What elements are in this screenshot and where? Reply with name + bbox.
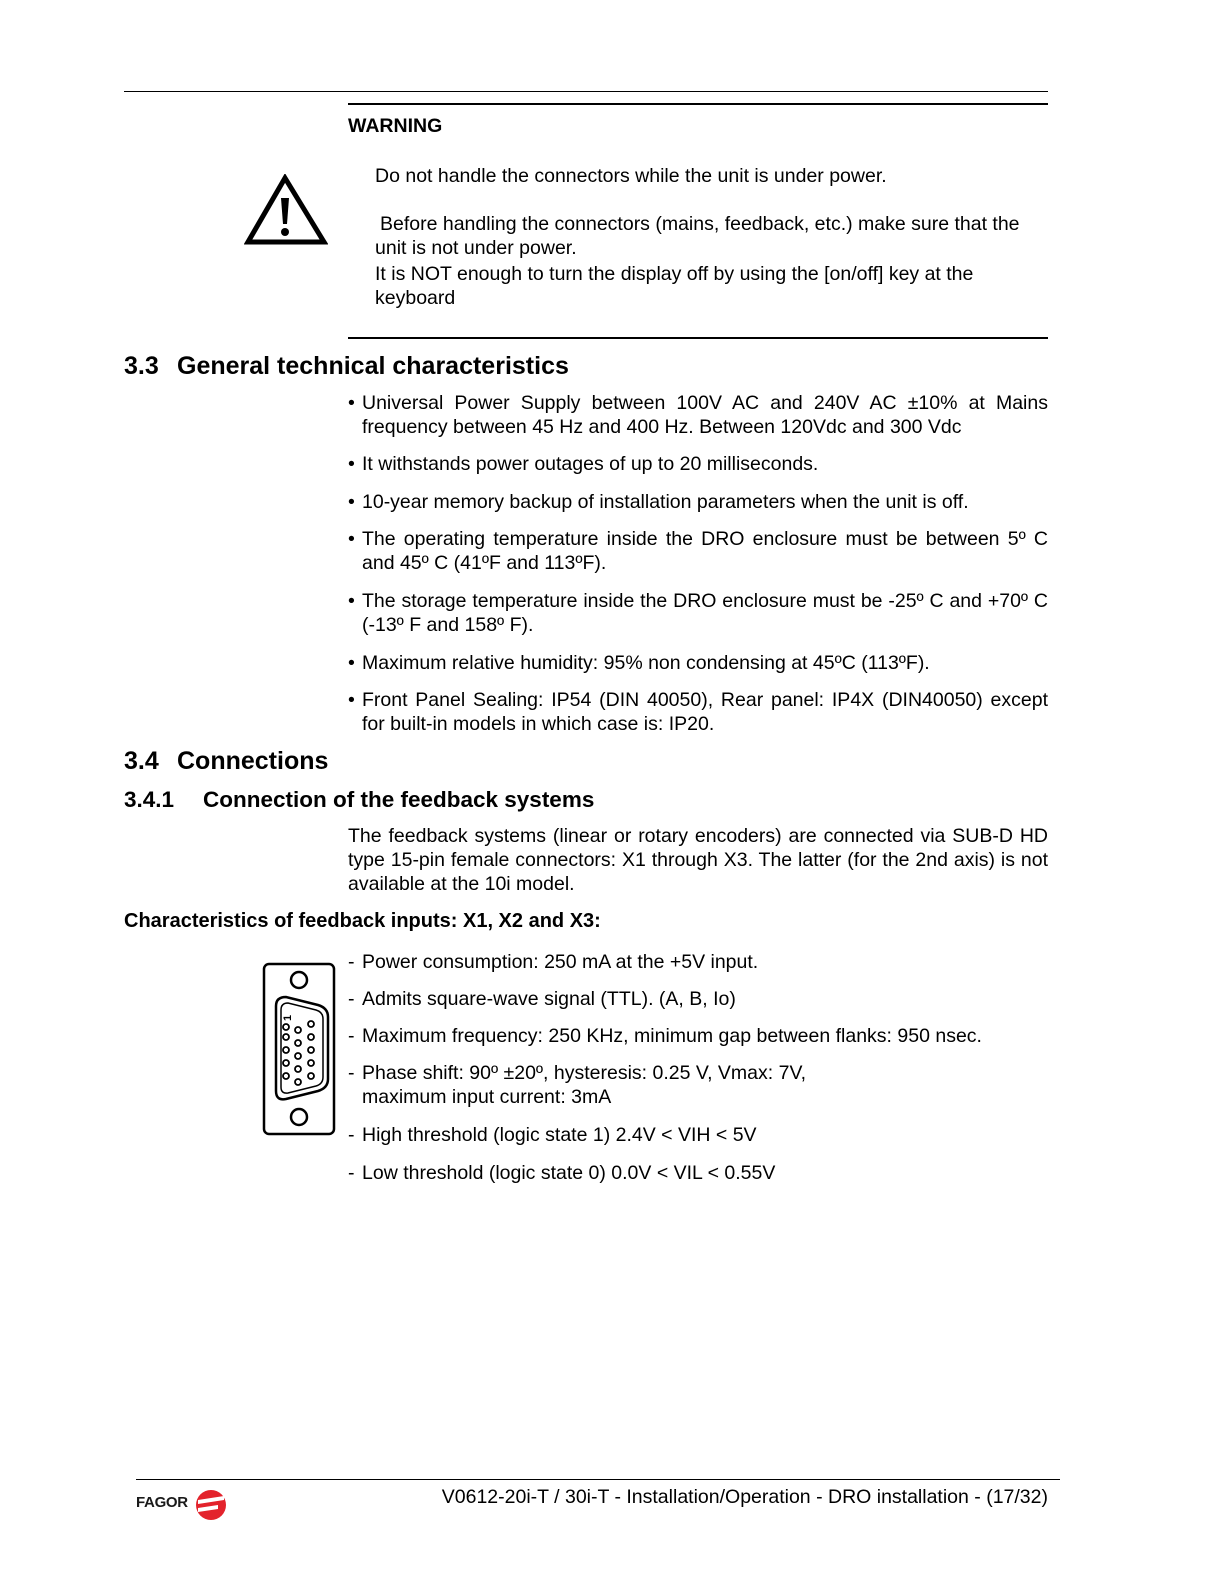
feedback-systems-paragraph: The feedback systems (linear or rotary encoders) are connected via SUB-D HD type 15-pin female connectors: X1 through X3. The latter (for the 2nd axis) is not available at the 10i model. (348, 825, 1048, 895)
pin-1-label: 1 (282, 1014, 294, 1021)
list-item: • Universal Power Supply between 100V AC and 240V AC ±10% at Mains frequency between 45 Hz and 400 Hz. Between 120Vdc and 300 Vdc (348, 392, 1048, 438)
footer-text: V0612-20i-T / 30i-T - Installation/Operation - DRO installation - (17/32) (441, 1486, 1048, 1508)
section-number: 3.4.1 (124, 787, 175, 812)
footer-rule (136, 1479, 1060, 1480)
list-item-continuation: maximum input current: 3mA (362, 1086, 612, 1108)
warning-triangle-icon (244, 174, 328, 246)
bullet-icon: • (348, 453, 355, 475)
section-number: 3.4 (124, 747, 159, 775)
section-3-4-heading (124, 747, 328, 776)
list-item: - Maximum frequency: 250 KHz, minimum gap between flanks: 950 nsec. (348, 1025, 982, 1047)
list-item: • It withstands power outages of up to 20 milliseconds. (348, 453, 819, 475)
list-item: • Maximum relative humidity: 95% non condensing at 45ºC (113ºF). (348, 652, 930, 674)
bullet-icon: • (348, 689, 355, 711)
dash-icon: - (348, 1124, 355, 1146)
list-item: - Phase shift: 90º ±20º, hysteresis: 0.25 V, Vmax: 7V, maximum input current: 3mA (348, 1061, 1048, 1109)
fagor-logo-icon (194, 1488, 228, 1522)
warning-paragraph-1: Do not handle the connectors while the unit is under power. (375, 165, 887, 187)
warning-paragraph-2: Before handling the connectors (mains, feedback, etc.) make sure that the unit is not under power. (375, 213, 1020, 259)
list-item: - High threshold (logic state 1) 2.4V < VIH < 5V (348, 1124, 757, 1146)
section-title: Connections (177, 747, 329, 775)
feedback-inputs-heading: Characteristics of feedback inputs: X1, X2 and X3: (124, 910, 601, 932)
list-item: • Front Panel Sealing: IP54 (DIN 40050), Rear panel: IP4X (DIN40050) except for built-in models in which case is: IP20. (348, 689, 1048, 735)
bullet-icon: • (348, 491, 355, 513)
list-item: • The storage temperature inside the DRO enclosure must be -25º C and +70º C (-13º F and 158º F). (348, 590, 1048, 636)
bullet-icon: • (348, 528, 355, 550)
bullet-icon: • (348, 652, 355, 674)
warning-top-rule (348, 103, 1048, 105)
dash-icon: - (348, 988, 355, 1010)
section-3-3-heading (124, 352, 569, 381)
dash-icon: - (348, 951, 355, 973)
section-number: 3.3 (124, 352, 159, 380)
dash-icon: - (348, 1162, 355, 1184)
warning-title: WARNING (348, 115, 443, 137)
list-item: - Low threshold (logic state 0) 0.0V < VIL < 0.55V (348, 1162, 776, 1184)
bullet-icon: • (348, 392, 355, 414)
bullet-icon: • (348, 590, 355, 612)
warning-paragraph-3: It is NOT enough to turn the display off by using the [on/off] key at the keyboard (375, 263, 974, 309)
fagor-logo-text: FAGOR (136, 1494, 188, 1511)
section-title: Connection of the feedback systems (203, 787, 595, 812)
dash-icon: - (348, 1062, 355, 1084)
section-3-4-1-heading (124, 787, 594, 813)
header-rule (124, 91, 1048, 92)
sub-d-15-pin-connector-icon (260, 961, 338, 1139)
warning-bottom-rule (348, 337, 1048, 339)
list-item: • The operating temperature inside the DRO enclosure must be between 5º C and 45º C (41ºF and 113ºF). (348, 528, 1048, 574)
section-title: General technical characteristics (177, 352, 569, 380)
list-item: - Admits square-wave signal (TTL). (A, B, Io) (348, 988, 736, 1010)
list-item: • 10-year memory backup of installation parameters when the unit is off. (348, 491, 969, 513)
dash-icon: - (348, 1025, 355, 1047)
list-item: - Power consumption: 250 mA at the +5V input. (348, 951, 759, 973)
